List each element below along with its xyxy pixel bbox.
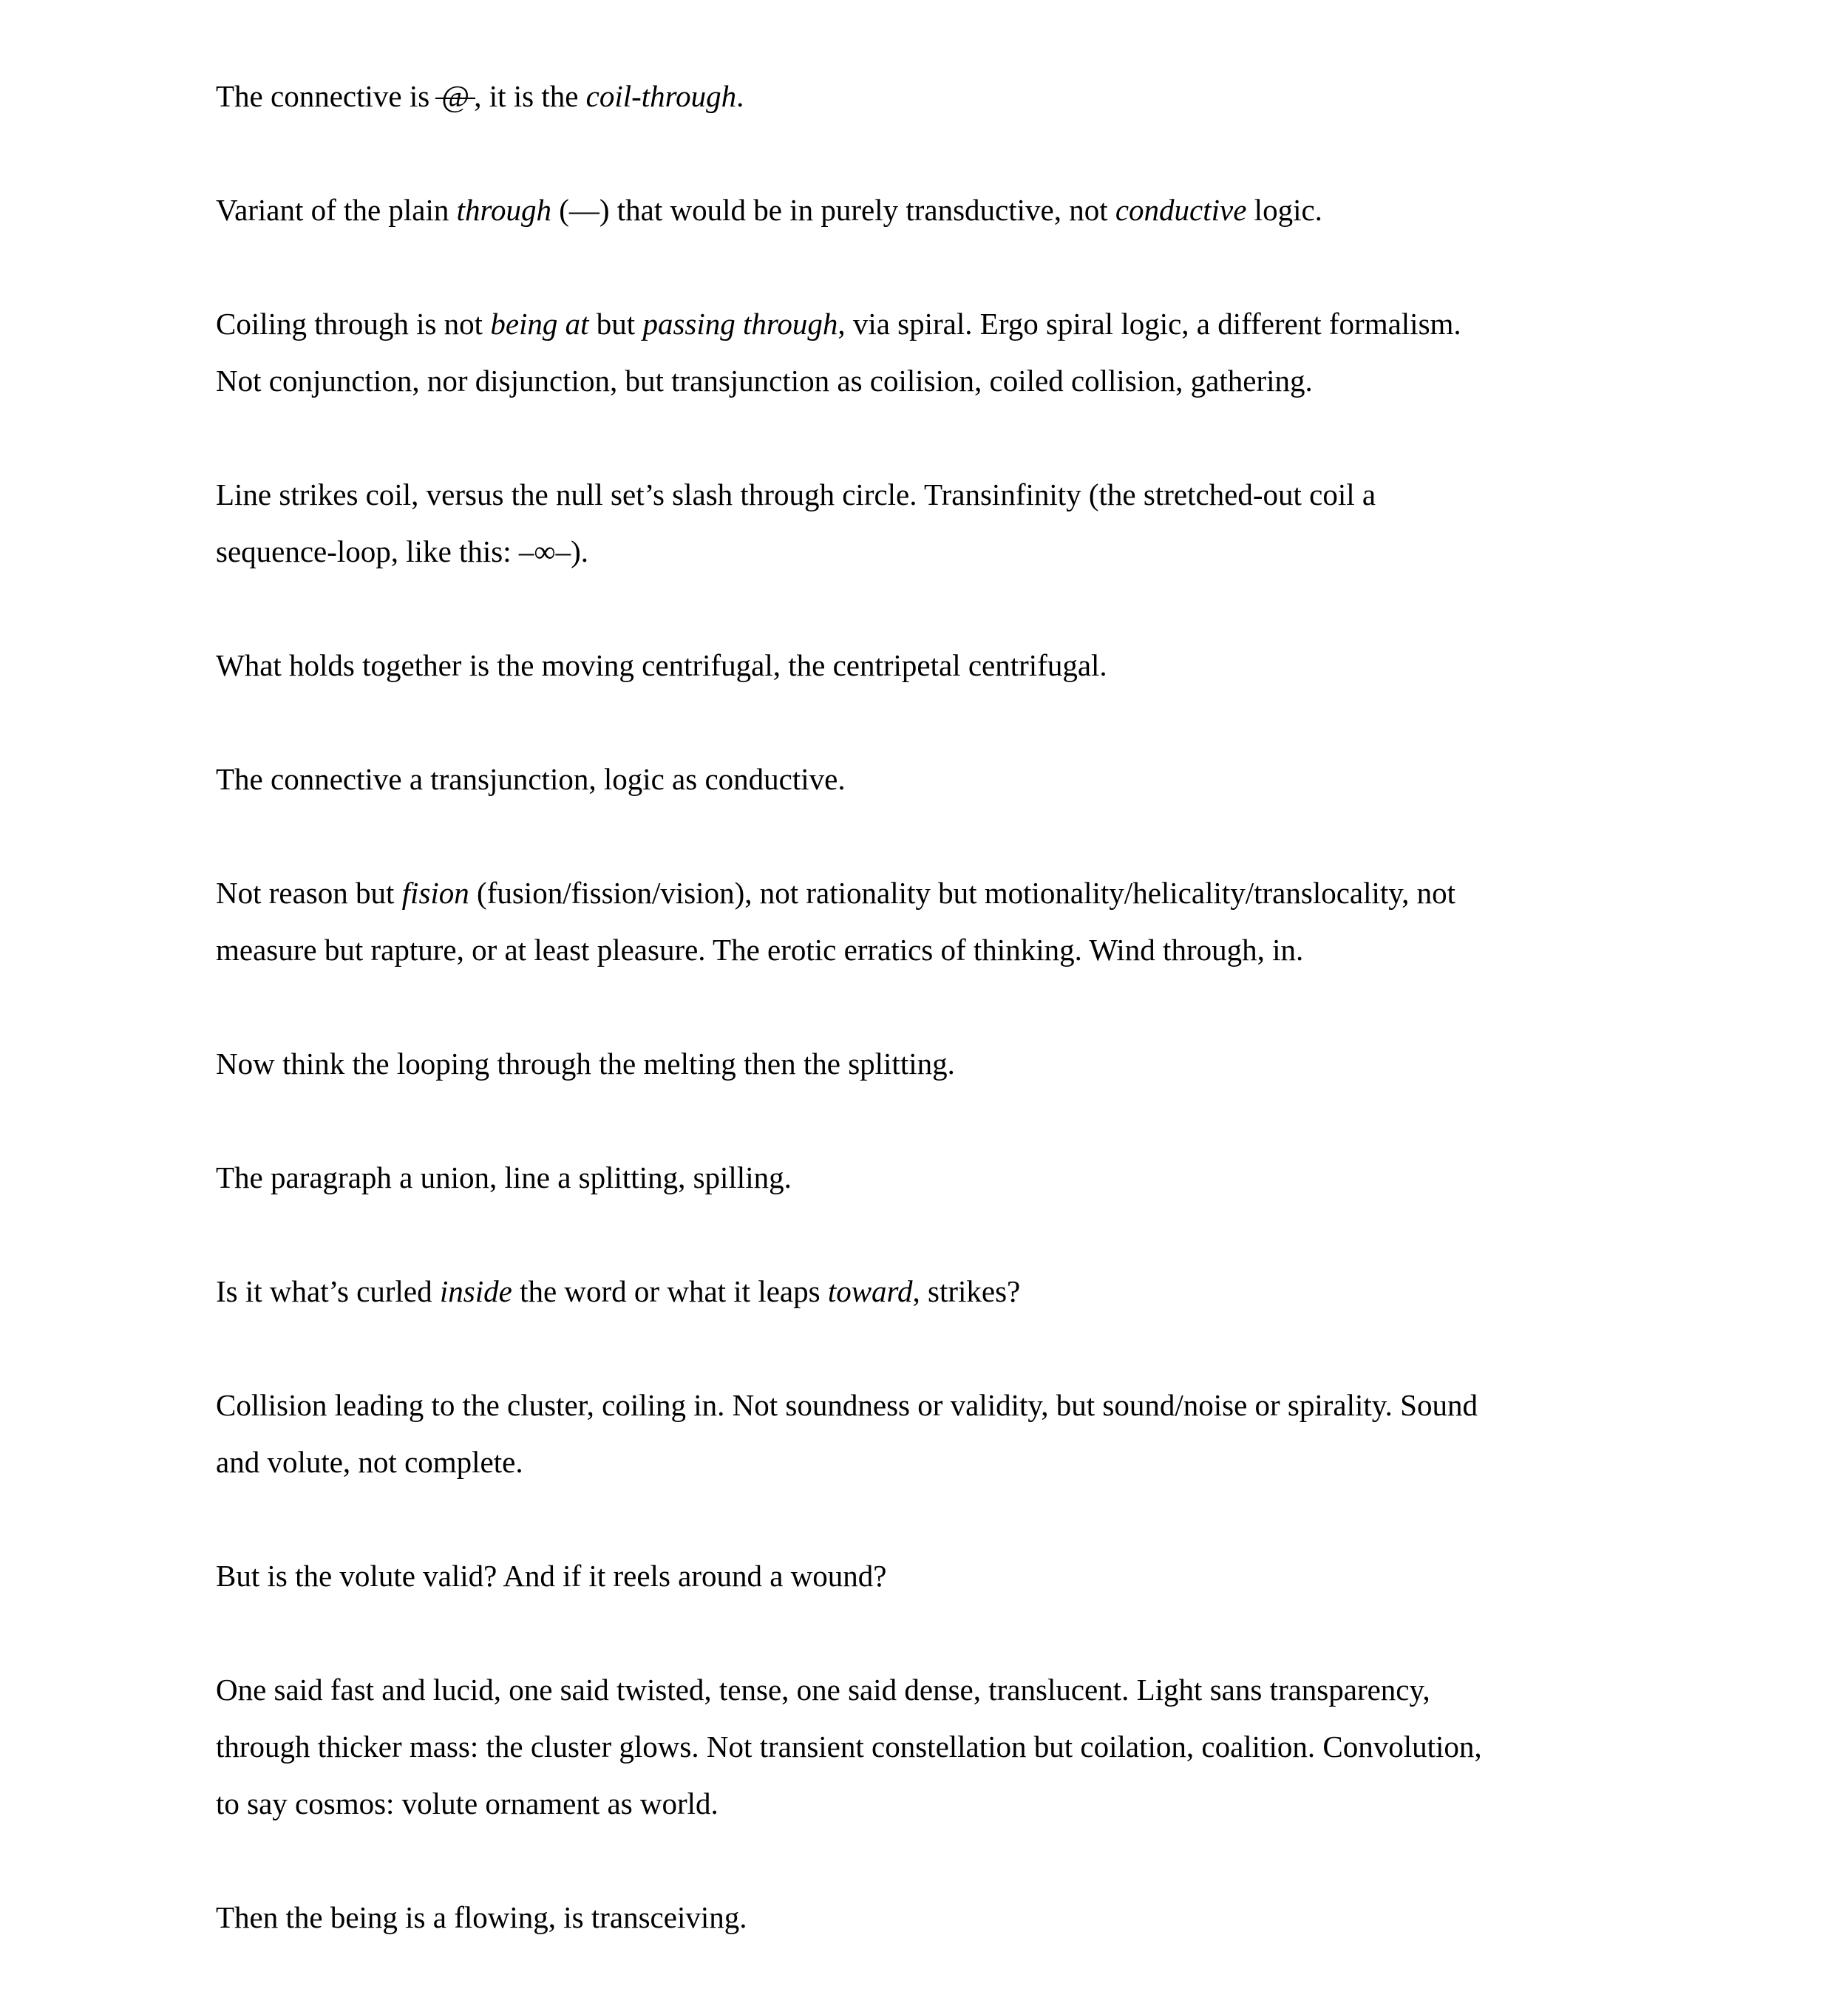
- italic-text: fision: [401, 876, 469, 910]
- coil-glyph: @: [441, 79, 470, 113]
- paragraph-line: measure but rapture, or at least pleasure. The erotic erratics of thinking. Wind through, in.: [216, 933, 1304, 967]
- text-run: logic.: [1246, 193, 1322, 227]
- paragraph-line: sequence-loop, like this: –∞–).: [216, 534, 589, 568]
- text-run: , it is the: [474, 79, 586, 113]
- coil-through-symbol: [437, 68, 474, 125]
- paragraph-8: Now think the looping through the melting then the splitting.: [216, 1047, 955, 1081]
- paragraph-6: The connective a transjunction, logic as conductive.: [216, 762, 846, 796]
- paragraph-line: Not conjunction, nor disjunction, but transjunction as coilision, coiled collision, gathering.: [216, 364, 1313, 398]
- italic-text: toward: [827, 1274, 913, 1308]
- text-run: The connective is: [216, 79, 438, 113]
- text-run: , strikes?: [912, 1274, 1021, 1308]
- paragraph-3: [216, 296, 1694, 409]
- paragraph-line: and volute, not complete.: [216, 1445, 523, 1479]
- document-body: [216, 68, 1694, 2003]
- paragraph-line: One said fast and lucid, one said twisted, tense, one said dense, translucent. Light sans transparency,: [216, 1673, 1430, 1707]
- paragraph-9: The paragraph a union, line a splitting, spilling.: [216, 1160, 792, 1194]
- text-run: Coiling through is not: [216, 307, 491, 341]
- text-run: Is it what’s curled: [216, 1274, 440, 1308]
- paragraph-7: [216, 865, 1694, 979]
- text-run: , via spiral. Ergo spiral logic, a different formalism.: [838, 307, 1461, 341]
- paragraph-2: [216, 182, 1694, 239]
- text-run: (fusion/fission/vision), not rationality but motionality/helicality/translocality, not: [469, 876, 1456, 910]
- italic-text: being at: [490, 307, 589, 341]
- text-run: but: [588, 307, 643, 341]
- paragraph-11: [216, 1377, 1694, 1491]
- text-run: Not reason but: [216, 876, 402, 910]
- paragraph-12: But is the volute valid? And if it reels around a wound?: [216, 1559, 887, 1593]
- text-run: (—) that would be in purely transductive, not: [551, 193, 1115, 227]
- paragraph-line: [216, 296, 1694, 353]
- paragraph-4: [216, 466, 1694, 580]
- paragraph-14: Then the being is a flowing, is transceiving.: [216, 1900, 747, 1934]
- text-run: the word or what it leaps: [512, 1274, 828, 1308]
- paragraph-line: [216, 865, 1694, 922]
- paragraph-line: to say cosmos: volute ornament as world.: [216, 1786, 719, 1820]
- italic-text: passing through: [642, 307, 838, 341]
- text-run: Variant of the plain: [216, 193, 457, 227]
- paragraph-13: [216, 1662, 1694, 1832]
- italic-text: inside: [439, 1274, 512, 1308]
- paragraph-line: Line strikes coil, versus the null set’s slash through circle. Transinfinity (the stretched-out coil a: [216, 477, 1376, 511]
- italic-text: through: [456, 193, 551, 227]
- italic-text: coil-through: [585, 79, 737, 113]
- paragraph-line: through thicker mass: the cluster glows. Not transient constellation but coilation, coalition. Convolution,: [216, 1730, 1482, 1764]
- paragraph-10: [216, 1263, 1694, 1320]
- text-run: .: [736, 79, 744, 113]
- paragraph-1: [216, 68, 1694, 125]
- paragraph-5: What holds together is the moving centrifugal, the centripetal centrifugal.: [216, 648, 1107, 682]
- paragraph-line: Collision leading to the cluster, coiling in. Not soundness or validity, but sound/noise or spirality. Sound: [216, 1388, 1478, 1422]
- italic-text: conductive: [1115, 193, 1247, 227]
